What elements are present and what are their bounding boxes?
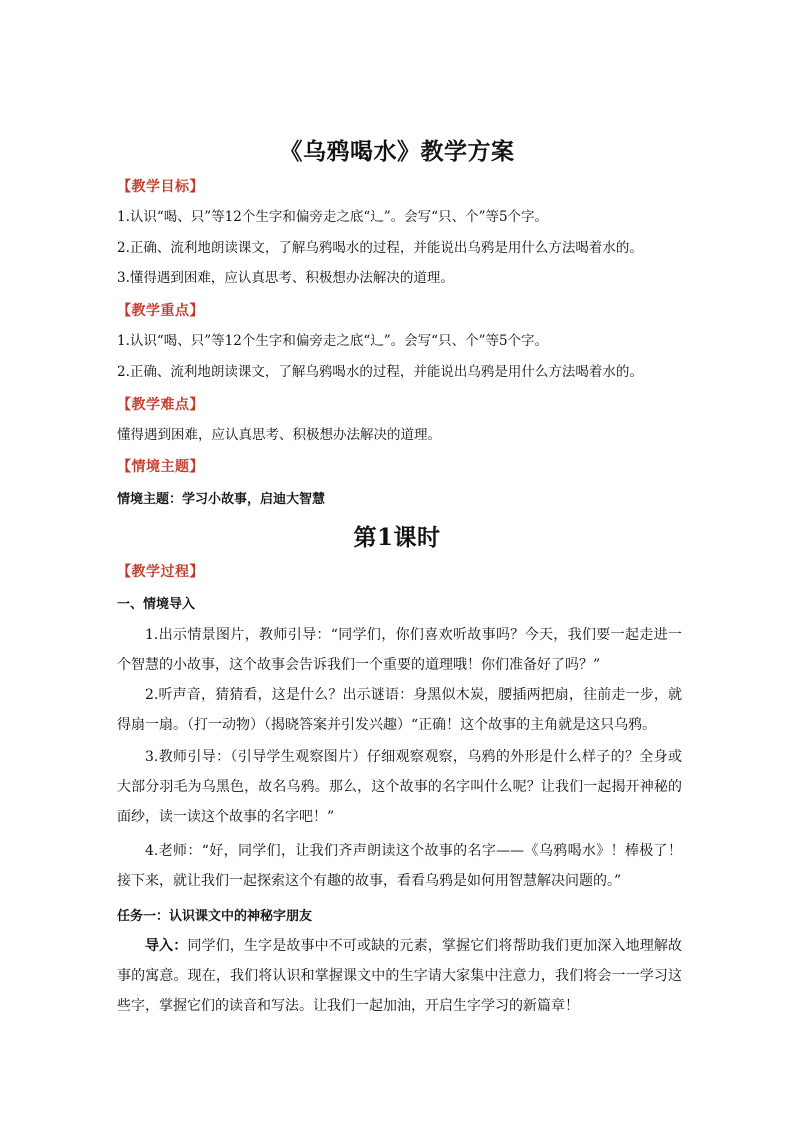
objective-item-3: 3.懂得遇到困难，应认真思考、积极想办法解决的道理。 [117,270,454,286]
process-paragraph-1: 1.出示情景图片，教师引导：“同学们，你们喜欢听故事吗？今天，我们要一起走进一个智慧的小故事，这个故事会告诉我们一个重要的道理哦！你们准备好了吗？” [117,627,682,673]
objective-item-2: 2.正确、流利地朗读课文，了解乌鸦喝水的过程，并能说出乌鸦是用什么方法喝着水的。 [117,240,643,256]
key-point-item-2: 2.正确、流利地朗读课文，了解乌鸦喝水的过程，并能说出乌鸦是用什么方法喝着水的。 [117,364,643,380]
lesson-title: 第1课时 [353,524,441,551]
page-title: 《乌鸦喝水》教学方案 [279,138,515,165]
difficulties-heading: 【教学难点】 [117,397,204,413]
task1-lead: 导入： [145,938,188,954]
theme-text: 情境主题：学习小故事，启迪大智慧 [117,492,326,507]
key-point-item-1: 1.认识“喝、只”等12个生字和偏旁走之底“辶”。会写“只、个”等5个字。 [117,333,549,349]
key-points-heading: 【教学重点】 [117,303,204,319]
theme-heading: 【情境主题】 [117,459,204,475]
objective-item-1: 1.认识“喝、只”等12个生字和偏旁走之底“辶”。会写“只、个”等5个字。 [117,209,549,225]
task1-title: 任务一：认识课文中的神秘字朋友 [117,909,313,924]
task1-text: 同学们，生字是故事中不可或缺的元素，掌握它们将帮助我们更加深入地理解故事的寓意。现在，我们将认识和掌握课文中的生字请大家集中注意力，我们将会一一学习这些字，掌握它们的读音和写法。让我们一起加油，开启生字学习的新篇章！ [117,938,682,1014]
difficulty-item-1: 懂得遇到困难，应认真思考、积极想办法解决的道理。 [117,427,441,443]
process-paragraph-4: 4.老师：“好，同学们，让我们齐声朗读这个故事的名字——《乌鸦喝水》！棒极了！接下来，就让我们一起探索这个有趣的故事，看看乌鸦是如何用智慧解决问题的。” [117,843,682,889]
process-heading: 【教学过程】 [117,564,204,580]
task1-paragraph [117,931,682,1021]
process-paragraph-2: 2.听声音，猜猜看，这是什么？出示谜语：身黑似木炭，腰插两把扇，往前走一步，就得扇一扇。（打一动物）（揭晓答案并引发兴趣）“正确！这个故事的主角就是这只乌鸦。 [117,687,682,733]
process-paragraph-3: 3.教师引导：（引导学生观察图片）仔细观察观察，乌鸦的外形是什么样子的？全身或大部分羽毛为乌黑色，故名乌鸦。那么，这个故事的名字叫什么呢？让我们一起揭开神秘的面纱，读一读这个故事的名字吧！” [117,749,682,825]
objectives-heading: 【教学目标】 [117,179,204,195]
part1-title: 一、情境导入 [117,597,196,612]
